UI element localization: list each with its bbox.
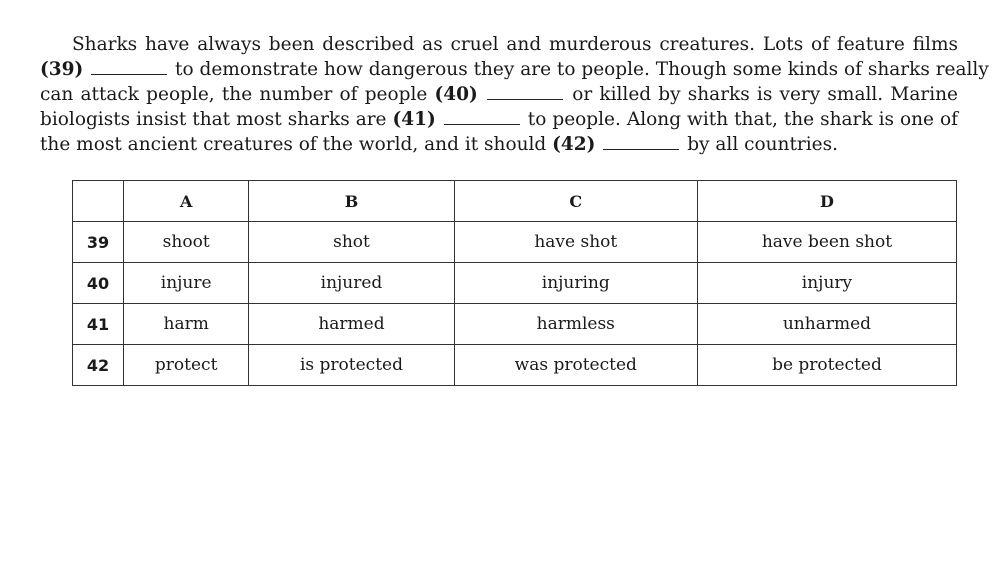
option-cell: injury bbox=[697, 263, 956, 304]
row-number-cell: 42 bbox=[73, 345, 124, 386]
option-cell: is protected bbox=[249, 345, 454, 386]
blank-39 bbox=[91, 60, 167, 75]
table-row bbox=[73, 222, 957, 263]
table-header-row bbox=[73, 181, 957, 222]
option-cell: injure bbox=[124, 263, 249, 304]
table-row bbox=[73, 345, 957, 386]
header-cell-c: C bbox=[454, 181, 697, 222]
row-number-cell: 41 bbox=[73, 304, 124, 345]
passage-text: or killed by sharks is very small. Marine bbox=[572, 84, 958, 105]
header-corner-cell bbox=[73, 181, 124, 222]
option-cell: unharmed bbox=[697, 304, 956, 345]
header-cell-a: A bbox=[124, 181, 249, 222]
options-table bbox=[72, 180, 957, 386]
question-number-39: (39) bbox=[40, 59, 84, 80]
passage-line-4 bbox=[40, 107, 958, 132]
question-number-41: (41) bbox=[392, 109, 436, 130]
passage-text: Sharks have always been described as cruel and murderous creatures. Lots of feature films bbox=[72, 34, 958, 55]
header-cell-d: D bbox=[697, 181, 956, 222]
option-cell: harm bbox=[124, 304, 249, 345]
question-number-42: (42) bbox=[552, 134, 596, 155]
passage-line-3 bbox=[40, 82, 958, 107]
option-cell: harmed bbox=[249, 304, 454, 345]
blank-41 bbox=[444, 110, 520, 125]
option-cell: injured bbox=[249, 263, 454, 304]
table-row bbox=[73, 263, 957, 304]
option-cell: shoot bbox=[124, 222, 249, 263]
passage bbox=[40, 32, 989, 157]
option-cell: injuring bbox=[454, 263, 697, 304]
row-number-cell: 39 bbox=[73, 222, 124, 263]
option-cell: shot bbox=[249, 222, 454, 263]
option-cell: be protected bbox=[697, 345, 956, 386]
passage-line-1 bbox=[40, 32, 958, 57]
passage-line-2 bbox=[40, 57, 989, 82]
table-row bbox=[73, 304, 957, 345]
passage-text: to people. Along with that, the shark is one of bbox=[527, 109, 958, 130]
header-cell-b: B bbox=[249, 181, 454, 222]
option-cell: have shot bbox=[454, 222, 697, 263]
passage-text: to demonstrate how dangerous they are to people. Though some kinds of sharks really bbox=[175, 59, 989, 80]
passage-text: the most ancient creatures of the world, and it should bbox=[40, 134, 547, 155]
blank-40 bbox=[487, 85, 563, 100]
passage-text: by all countries. bbox=[687, 134, 838, 155]
option-cell: have been shot bbox=[697, 222, 956, 263]
row-number-cell: 40 bbox=[73, 263, 124, 304]
passage-text: can attack people, the number of people bbox=[40, 84, 428, 105]
passage-text: biologists insist that most sharks are bbox=[40, 109, 387, 130]
option-cell: was protected bbox=[454, 345, 697, 386]
question-number-40: (40) bbox=[434, 84, 478, 105]
option-cell: protect bbox=[124, 345, 249, 386]
option-cell: harmless bbox=[454, 304, 697, 345]
passage-line-5 bbox=[40, 132, 958, 157]
blank-42 bbox=[603, 135, 679, 150]
